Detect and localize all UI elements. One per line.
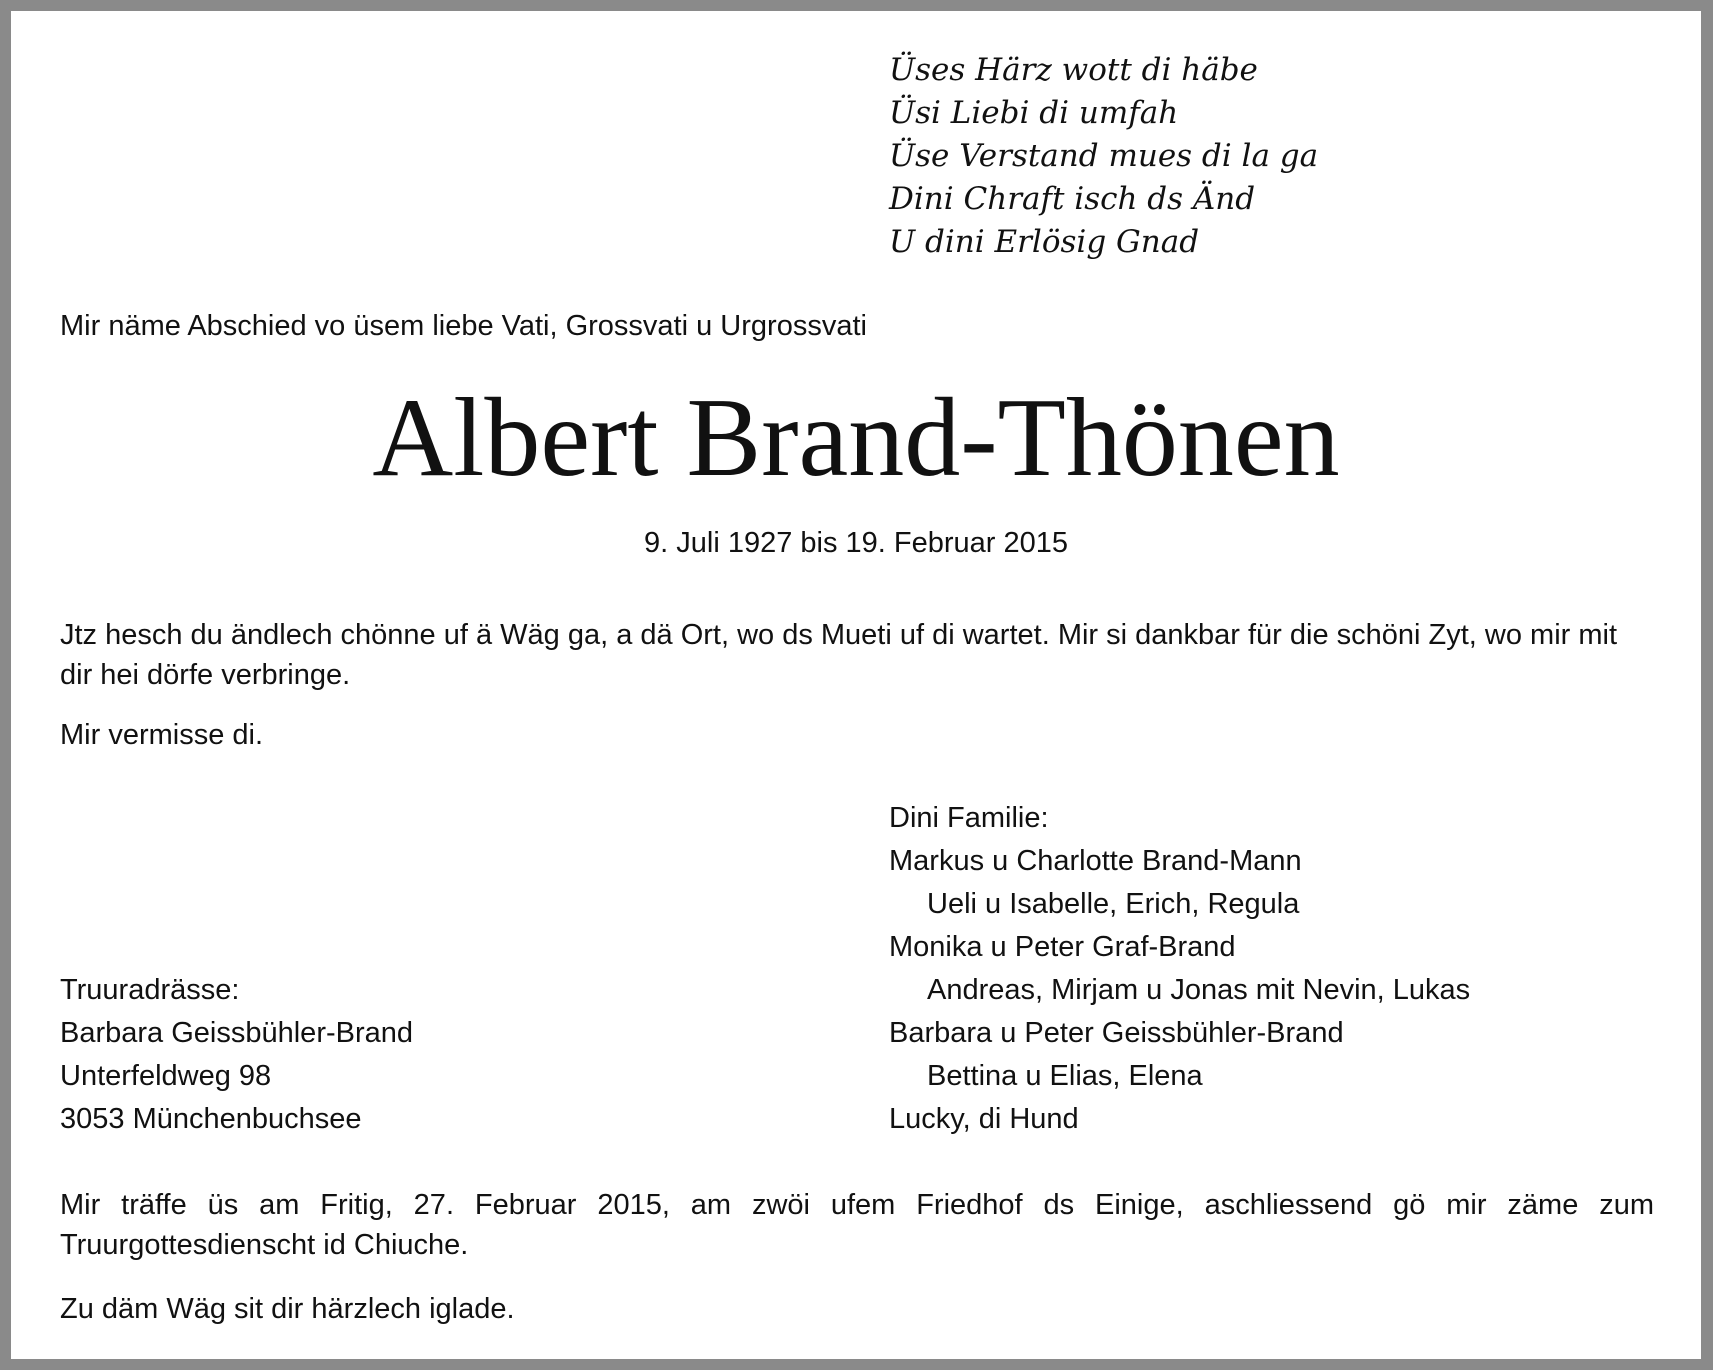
family-member: Lucky, di Hund (889, 1103, 1079, 1135)
miss-you-line: Mir vermisse di. (60, 719, 264, 751)
poem (889, 49, 1318, 264)
deceased-name: Albert Brand-Thönen (372, 376, 1340, 500)
service-announcement: Mir träffe üs am Fritig, 27. Februar 2015, am zwöi ufem Friedhof ds Einige, aschliessend gö mir zäme zum Truurgottesdienscht id Chiuche. (60, 1189, 1654, 1261)
family-member: Andreas, Mirjam u Jonas mit Nevin, Lukas (927, 974, 1471, 1006)
poem-line: Üse Verstand mues di la ga (889, 138, 1319, 174)
family-list (889, 797, 1470, 1141)
address-city: 3053 Münchenbuchsee (60, 1103, 362, 1135)
mourning-address (60, 969, 413, 1141)
poem-line: Üsi Liebi di umfah (889, 95, 1179, 131)
poem-line: Üses Härz wott di häbe (889, 52, 1258, 88)
family-member: Barbara u Peter Geissbühler-Brand (889, 1017, 1344, 1049)
poem-line: Dini Chraft isch ds Änd (889, 181, 1256, 217)
address-name: Barbara Geissbühler-Brand (60, 1017, 414, 1049)
family-member: Bettina u Elias, Elena (927, 1060, 1203, 1092)
address-street: Unterfeldweg 98 (60, 1060, 272, 1092)
family-label: Dini Familie: (889, 802, 1049, 834)
life-dates: 9. Juli 1927 bis 19. Februar 2015 (644, 527, 1068, 559)
address-label: Truuradrässe: (60, 974, 240, 1006)
farewell-paragraph: Jtz hesch du ändlech chönne uf ä Wäg ga, a dä Ort, wo ds Mueti uf di wartet. Mir si dankbar für die schöni Zyt, wo mir mit dir hei dörfe verbringe. (60, 619, 1618, 691)
family-member: Markus u Charlotte Brand-Mann (889, 845, 1302, 877)
invitation-line: Zu däm Wäg sit dir härzlech iglade. (60, 1293, 515, 1325)
intro-text: Mir näme Abschied vo üsem liebe Vati, Grossvati u Urgrossvati (60, 310, 867, 342)
family-member: Ueli u Isabelle, Erich, Regula (927, 888, 1300, 920)
obituary-notice (11, 11, 1701, 1359)
family-member: Monika u Peter Graf-Brand (889, 931, 1236, 963)
poem-line: U dini Erlösig Gnad (889, 224, 1200, 260)
